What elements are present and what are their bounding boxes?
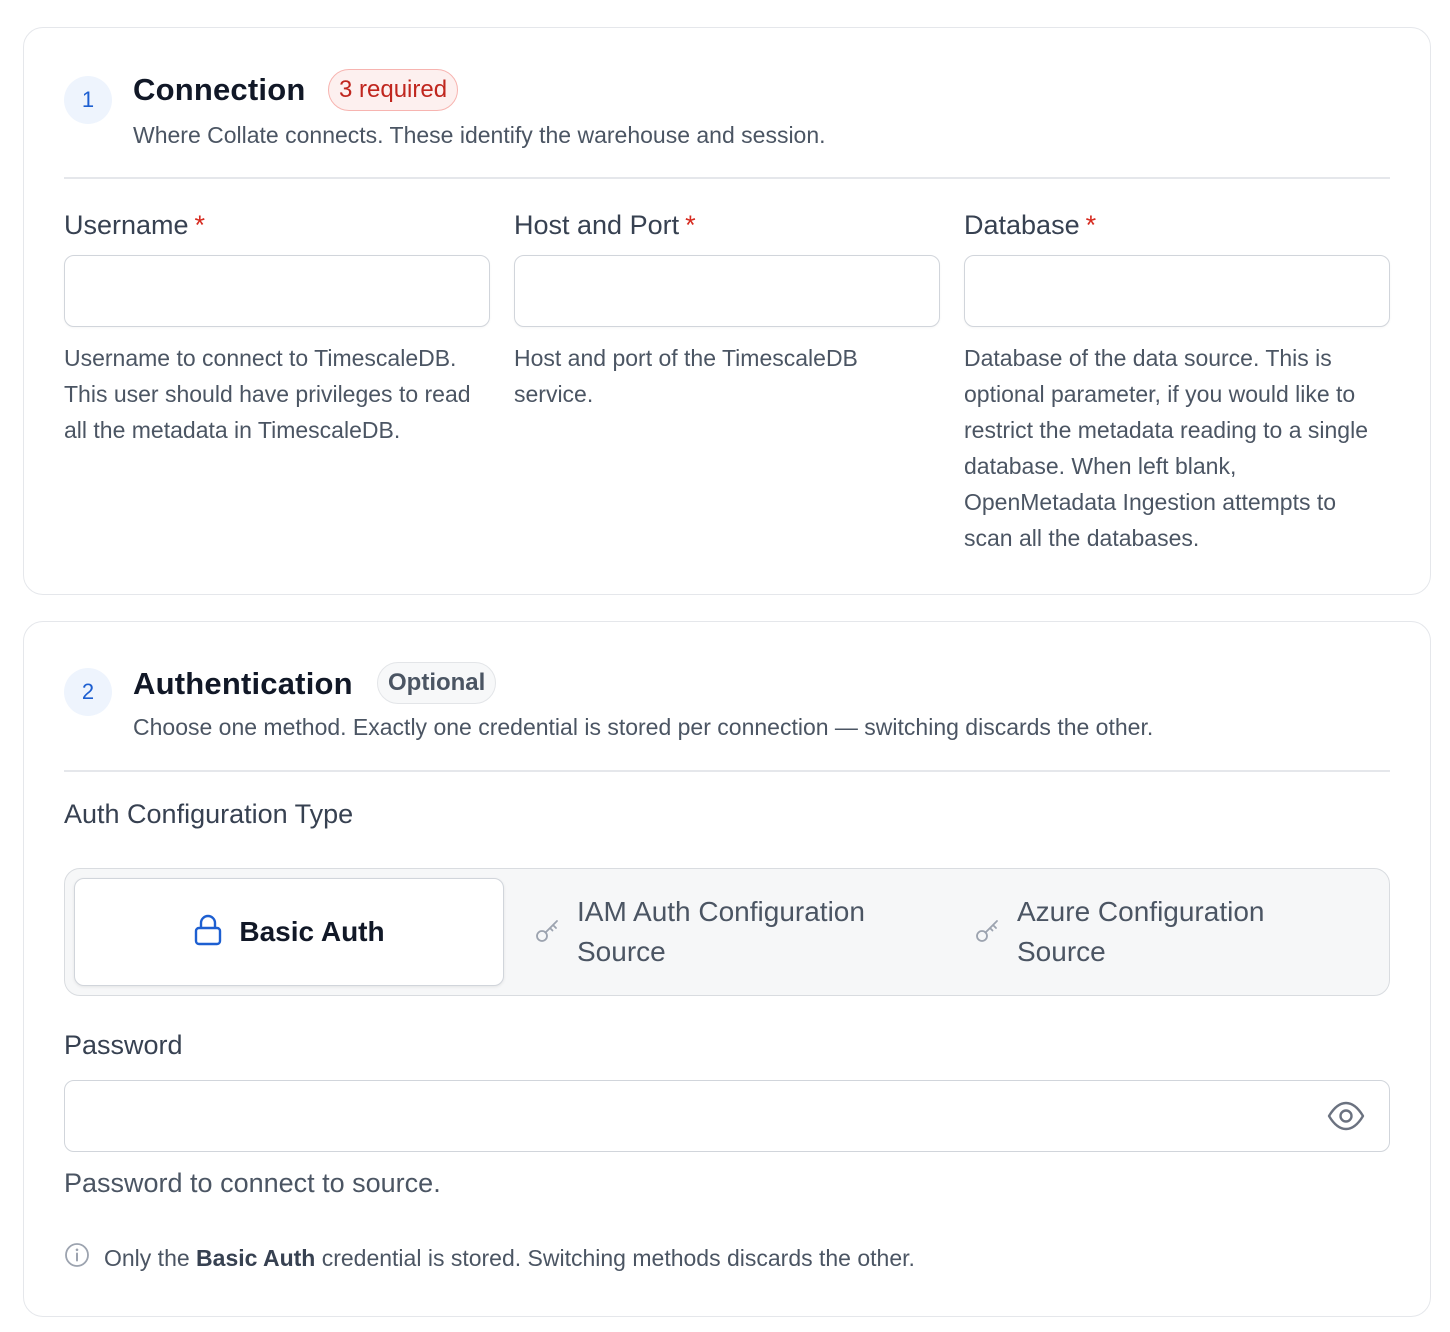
database-input[interactable] — [964, 255, 1390, 327]
database-label: Database * — [964, 210, 1097, 240]
username-help: Username to connect to TimescaleDB. This user should have privileges to read all the metadata in TimescaleDB. — [64, 345, 471, 443]
auth-option-label: Azure Configuration Source — [1017, 896, 1265, 967]
auth-option-label: Basic Auth — [239, 916, 385, 947]
host-port-label: Host and Port * — [514, 210, 696, 240]
section-title-connection: Connection — [133, 72, 306, 107]
section-title-authentication: Authentication — [133, 666, 353, 701]
key-icon — [975, 917, 1001, 948]
note-text: Only the Basic Auth credential is stored. Switching methods discards the other. — [104, 1244, 915, 1271]
authentication-card — [23, 621, 1431, 1317]
required-asterisk: * — [685, 210, 696, 240]
section-subtitle-authentication: Choose one method. Exactly one credential is stored per connection — switching discards the other. — [133, 714, 1154, 740]
required-asterisk: * — [1085, 210, 1097, 240]
key-icon — [535, 917, 561, 948]
username-label: Username * — [64, 210, 206, 240]
section-divider — [64, 770, 1390, 772]
password-field[interactable] — [64, 1080, 1390, 1152]
info-icon — [64, 1242, 90, 1274]
auth-type-label: Auth Configuration Type — [64, 799, 354, 829]
host-port-help: Host and port of the TimescaleDB service. — [514, 345, 858, 407]
auth-option-iam[interactable] — [535, 878, 955, 986]
password-label: Password — [64, 1030, 183, 1060]
lock-icon — [193, 914, 223, 951]
auth-option-basic-auth[interactable] — [74, 878, 504, 986]
stored-credential-note — [64, 1242, 915, 1274]
database-field — [964, 205, 1390, 556]
username-input[interactable] — [64, 255, 490, 327]
host-port-input[interactable] — [514, 255, 940, 327]
optional-badge: Optional — [377, 662, 496, 704]
auth-type-segmented-control — [64, 868, 1390, 996]
connection-card — [23, 27, 1431, 595]
required-asterisk: * — [194, 210, 206, 240]
password-help: Password to connect to source. — [64, 1168, 441, 1198]
required-count-badge: 3 required — [328, 69, 458, 111]
host-port-field — [514, 205, 940, 412]
auth-option-label: IAM Auth Configuration Source — [577, 896, 865, 967]
step-number-badge: 2 — [64, 668, 112, 716]
auth-option-azure[interactable] — [975, 878, 1375, 986]
section-subtitle-connection: Where Collate connects. These identify the warehouse and session. — [133, 122, 826, 148]
step-number-badge: 1 — [64, 76, 112, 124]
note-bold-method: Basic Auth — [196, 1244, 316, 1271]
database-help: Database of the data source. This is optional parameter, if you would like to restrict the metadata reading to a single database. When left blank, OpenMetadata Ingestion attempts to scan all the databases. — [964, 345, 1369, 551]
section-divider — [64, 177, 1390, 179]
username-field — [64, 205, 490, 448]
eye-icon[interactable] — [1327, 1099, 1365, 1138]
